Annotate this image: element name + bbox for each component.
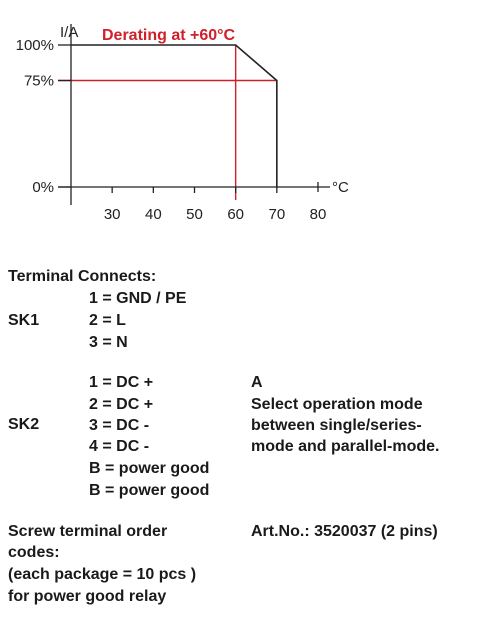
sk2-pin: B = power good [89, 460, 210, 477]
sk1-pin: 1 = GND / PE [89, 290, 187, 307]
art-number: Art.No.: 3520037 (2 pins) [251, 523, 438, 540]
terminal-heading: Terminal Connects: [8, 268, 157, 285]
order-line: codes: [8, 544, 60, 561]
mode-note-line: between single/series- [251, 417, 422, 434]
y-tick-label: 75% [23, 72, 54, 90]
mode-note-title: A [251, 374, 263, 391]
sk2-pin: 4 = DC - [89, 438, 150, 455]
x-tick-label: 40 [144, 206, 162, 223]
order-line: (each package = 10 pcs ) [8, 566, 197, 583]
x-tick-label: 50 [186, 206, 203, 223]
x-tick-label: 80 [309, 206, 327, 223]
sk2-pin: 3 = DC - [89, 417, 150, 434]
y-tick-label: 0% [32, 179, 54, 196]
chart-title: Derating at +60°C [102, 27, 236, 44]
x-tick-label: 30 [103, 206, 121, 223]
sk1-pin: 3 = N [89, 334, 128, 351]
x-axis-label: °C [332, 179, 349, 196]
sk2-label: SK2 [8, 416, 40, 433]
sk1-pin: 2 = L [89, 312, 126, 329]
order-line: Screw terminal order [8, 523, 168, 540]
x-tick-label: 70 [268, 206, 286, 223]
derating-curve [71, 45, 277, 187]
sk2-pin: 1 = DC + [89, 374, 154, 391]
sk1-label: SK1 [8, 312, 40, 329]
x-tick-label: 60 [227, 206, 245, 223]
y-axis-label: I/A [60, 24, 79, 41]
mode-note-line: mode and parallel-mode. [251, 438, 440, 455]
mode-note-line: Select operation mode [251, 396, 423, 413]
sk2-pin: B = power good [89, 482, 210, 499]
derating-chart [0, 0, 486, 240]
order-line: for power good relay [8, 588, 167, 605]
sk2-pin: 2 = DC + [89, 396, 154, 413]
y-tick-label: 100% [15, 37, 54, 54]
